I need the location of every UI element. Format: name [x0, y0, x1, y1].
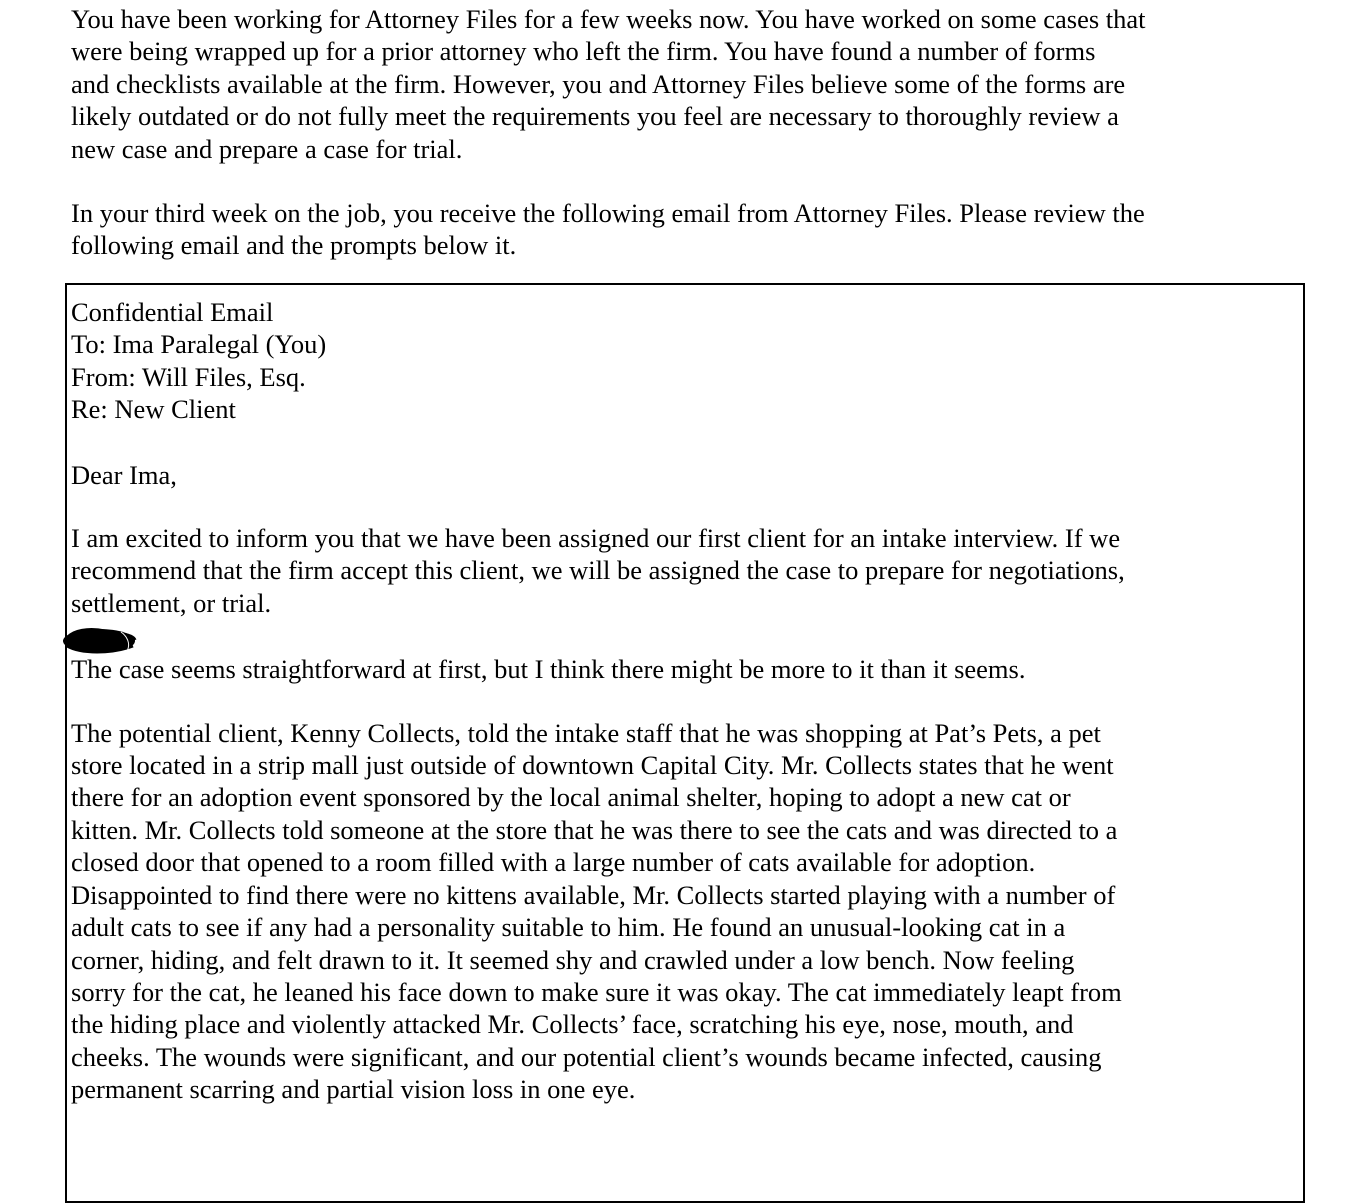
email-paragraph-1 — [71, 522, 1301, 619]
text-line: sorry for the cat, he leaned his face down to make sure it was okay. The cat immediately leapt from — [71, 976, 1122, 1007]
text-line: cheeks. The wounds were significant, and our potential client’s wounds became infected, causing — [71, 1041, 1102, 1072]
email-greeting: Dear Ima, — [71, 459, 177, 490]
email-label: Confidential Email — [71, 297, 274, 327]
text-line: recommend that the firm accept this client, we will be assigned the case to prepare for negotiations, — [71, 555, 1125, 586]
text-line: the hiding place and violently attacked Mr. Collects’ face, scratching his eye, nose, mouth, and — [71, 1009, 1074, 1040]
text-line: Disappointed to find there were no kittens available, Mr. Collects started playing with a number of — [71, 879, 1116, 910]
email-paragraph-2 — [71, 653, 1301, 685]
text-line: corner, hiding, and felt drawn to it. It seemed shy and crawled under a low bench. Now feeling — [71, 944, 1075, 975]
email-subject: Re: New Client — [71, 394, 236, 425]
text-line: were being wrapped up for a prior attorney who left the firm. You have found a number of forms — [71, 36, 1096, 67]
text-line: I am excited to inform you that we have been assigned our first client for an intake interview. If we — [71, 523, 1121, 554]
redaction-scribble-icon — [61, 626, 137, 656]
text-line: and checklists available at the firm. However, you and Attorney Files believe some of the forms are — [71, 68, 1126, 99]
text-line: kitten. Mr. Collects told someone at the store that he was there to see the cats and was directed to a — [71, 814, 1118, 845]
text-line: adult cats to see if any had a personality suitable to him. He found an unusual-looking cat in a — [71, 912, 1066, 943]
text-line: The case seems straightforward at first, but I think there might be more to it than it seems. — [71, 654, 1026, 685]
email-paragraph-3 — [71, 717, 1301, 1106]
text-line: new case and prepare a case for trial. — [71, 133, 463, 164]
text-line: likely outdated or do not fully meet the requirements you feel are necessary to thoroughly review a — [71, 101, 1119, 132]
text-line: The potential client, Kenny Collects, told the intake staff that he was shopping at Pat’s Pets, a pet — [71, 717, 1101, 748]
text-line: settlement, or trial. — [71, 587, 272, 618]
text-line: following email and the prompts below it. — [71, 230, 517, 261]
text-line: permanent scarring and partial vision loss in one eye. — [71, 1074, 636, 1105]
email-from: From: Will Files, Esq. — [71, 361, 306, 392]
text-line: store located in a strip mall just outside of downtown Capital City. Mr. Collects states that he went — [71, 750, 1114, 781]
email-to: To: Ima Paralegal (You) — [71, 329, 327, 360]
intro-paragraph-1 — [71, 3, 1306, 165]
email-content — [71, 296, 1301, 1106]
email-header — [71, 296, 1301, 426]
text-line: In your third week on the job, you receive the following email from Attorney Files. Please review the — [71, 198, 1145, 228]
intro-paragraph-2 — [71, 197, 1306, 262]
text-line: closed door that opened to a room filled with a large number of cats available for adoption. — [71, 847, 1036, 878]
text-line: there for an adoption event sponsored by the local animal shelter, hoping to adopt a new cat or — [71, 782, 1071, 813]
text-line: You have been working for Attorney Files for a few weeks now. You have worked on some cases that — [71, 4, 1146, 34]
